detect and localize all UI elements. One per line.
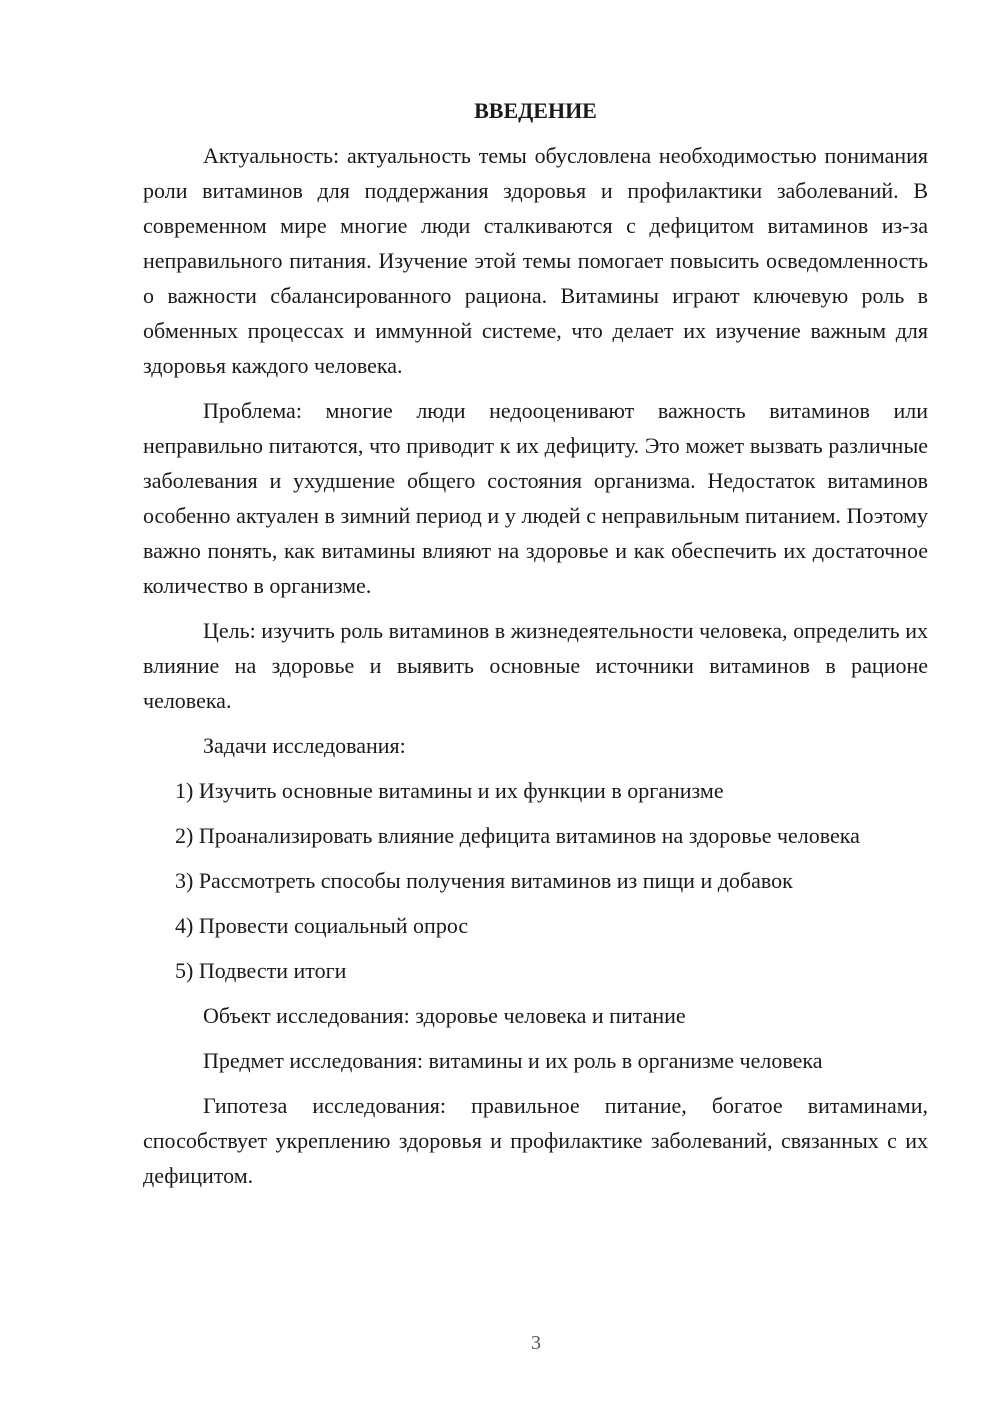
task-item: 1) Изучить основные витамины и их функции в организме (175, 778, 724, 803)
tasks-heading: Задачи исследования: (203, 733, 406, 758)
page-number: 3 (531, 1332, 541, 1354)
problem-paragraph: Проблема: многие люди недооценивают важность витаминов или неправильно питаются, что приводит к их дефициту. Это может вызвать различные заболевания и ухудшение общего состояния организма. Недостаток витаминов особенно актуален в зимний период и у людей с неправильным питанием. Поэтому важно понять, как витамины влияют на здоровье и как обеспечить их достаточное количество в организме. (143, 398, 928, 598)
page-content (143, 93, 928, 1203)
goal-paragraph: Цель: изучить роль витаминов в жизнедеятельности человека, определить их влияние на здоровье и выявить основные источники витаминов в рационе человека. (143, 618, 928, 713)
task-item: 4) Провести социальный опрос (175, 913, 469, 938)
page-title: ВВЕДЕНИЕ (474, 98, 597, 123)
relevance-paragraph: Актуальность: актуальность темы обусловлена необходимостью понимания роли витаминов для поддержания здоровья и профилактики заболеваний. В современном мире многие люди сталкиваются с дефицитом витаминов из-за неправильного питания. Изучение этой темы помогает повысить осведомленность о важности сбалансированного рациона. Витамины играют ключевую роль в обменных процессах и иммунной системе, что делает их изучение важным для здоровья каждого человека. (143, 143, 928, 378)
research-hypothesis: Гипотеза исследования: правильное питание, богатое витаминами, способствует укреплению здоровья и профилактике заболеваний, связанных с их дефицитом. (143, 1093, 928, 1188)
research-object: Объект исследования: здоровье человека и питание (203, 1003, 686, 1028)
task-item: 3) Рассмотреть способы получения витаминов из пищи и добавок (175, 868, 793, 893)
task-item: 5) Подвести итоги (175, 958, 347, 983)
research-subject: Предмет исследования: витамины и их роль в организме человека (203, 1048, 823, 1073)
task-item: 2) Проанализировать влияние дефицита витаминов на здоровье человека (175, 823, 860, 848)
